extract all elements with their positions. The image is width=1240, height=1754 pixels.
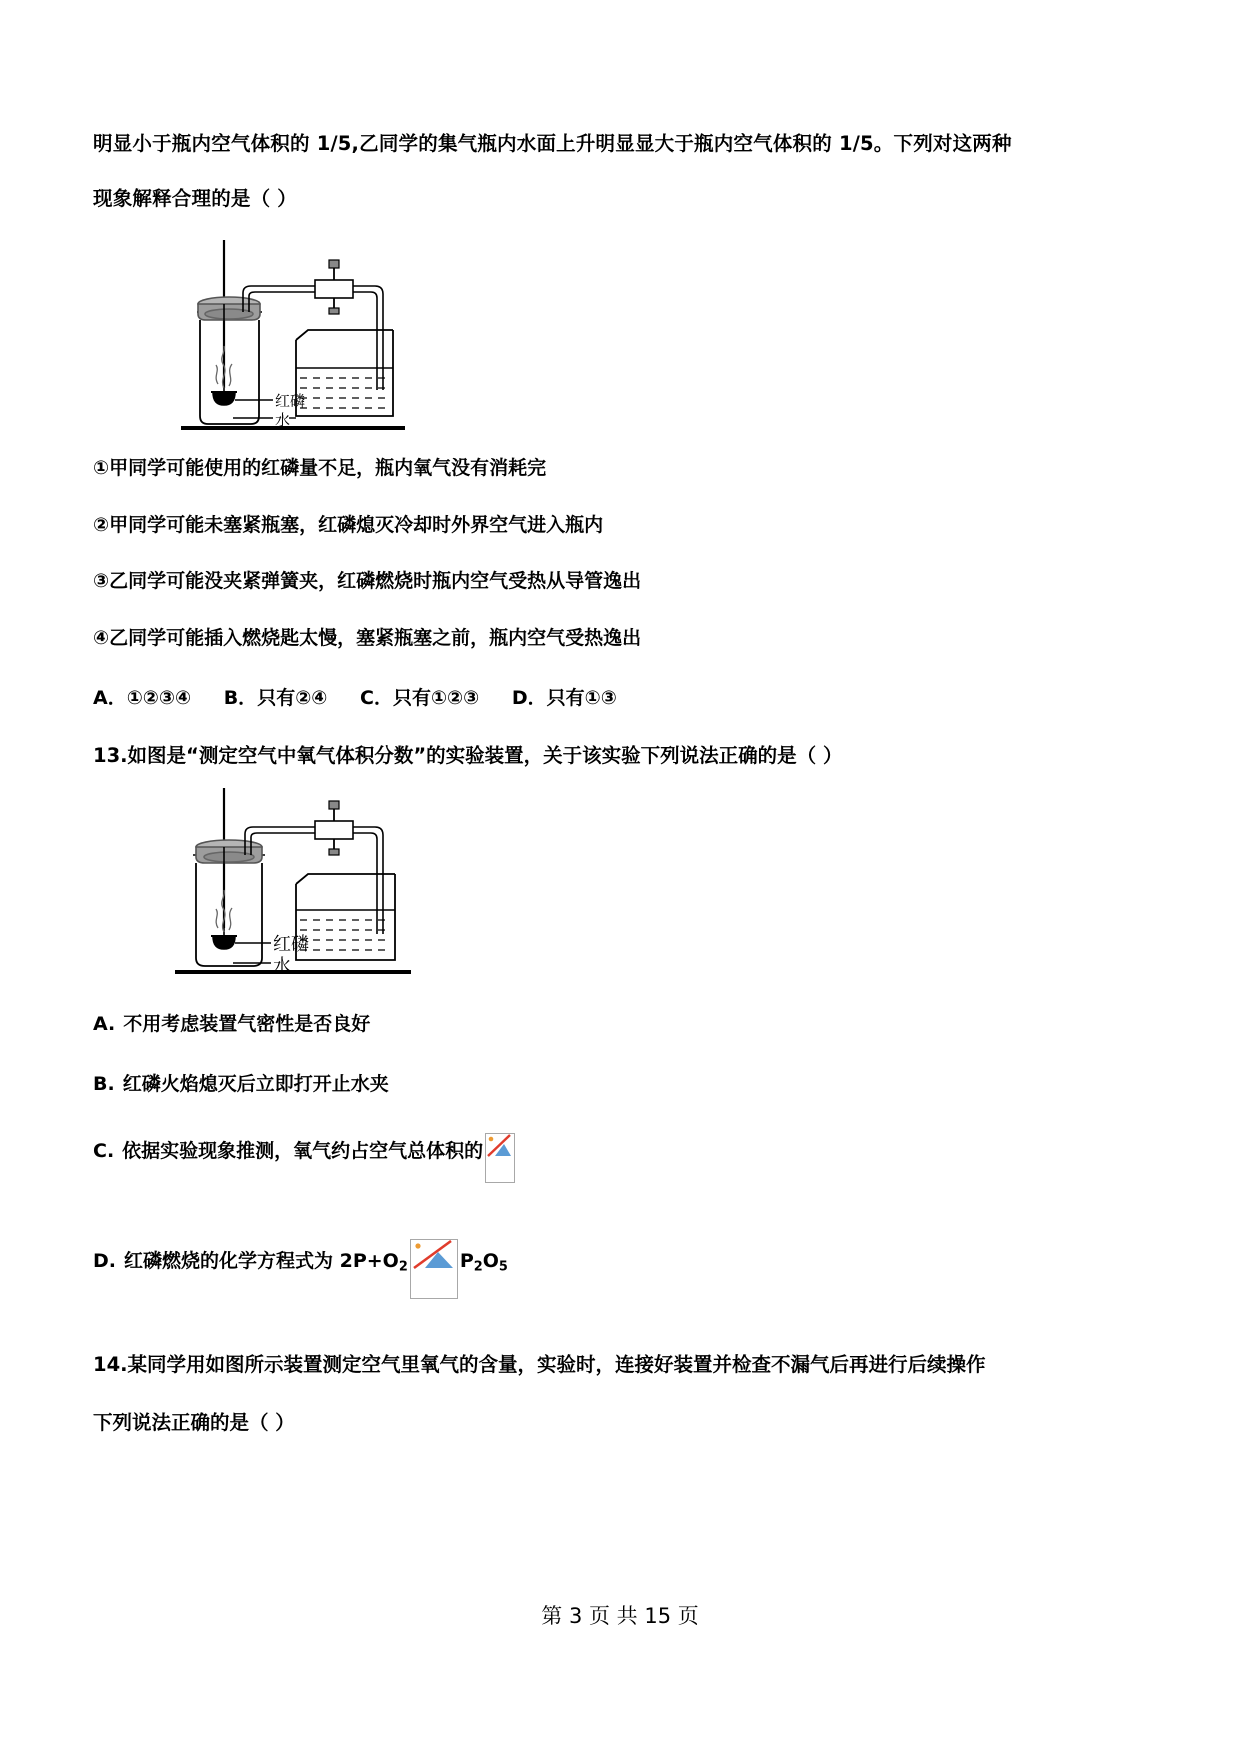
q13-option-d-label: D. xyxy=(93,1250,116,1273)
q13-option-b[interactable] xyxy=(93,1072,1153,1097)
question-14-line-1 xyxy=(93,1349,1153,1377)
q13-option-c-label: C. xyxy=(93,1140,115,1163)
q13-option-d[interactable] xyxy=(93,1239,1153,1299)
q13-option-c[interactable] xyxy=(93,1133,1153,1183)
q13-option-d-text: 红磷燃烧的化学方程式为 2P+O xyxy=(124,1250,399,1273)
question-13-title xyxy=(93,740,1153,768)
q13-option-a[interactable] xyxy=(93,1012,1153,1037)
q12-option-c[interactable] xyxy=(360,683,479,710)
broken-image-icon xyxy=(485,1133,515,1183)
page-footer: 第 3 页 共 15 页 xyxy=(541,1604,699,1628)
question-14-number: 14. xyxy=(93,1353,128,1377)
q12-option-b[interactable] xyxy=(224,683,328,710)
figure2-label-water: 水 xyxy=(273,955,291,977)
q13-option-a-label: A. xyxy=(93,1012,116,1035)
question-13-number: 13. xyxy=(93,743,128,767)
q13-option-b-label: B. xyxy=(93,1073,115,1096)
statement-4: ④乙同学可能插入燃烧匙太慢，塞紧瓶塞之前，瓶内空气受热逸出 xyxy=(93,626,642,649)
figure1-label-water: 水 xyxy=(275,410,291,429)
figure2-label-phosphorus: 红磷 xyxy=(273,933,309,955)
continuation-line-2: 现象解释合理的是（ ） xyxy=(93,186,297,210)
q13-option-d-sub2: 2 xyxy=(473,1259,483,1275)
q12-option-a-label: A． xyxy=(93,686,127,709)
statement-2: ②甲同学可能未塞紧瓶塞，红磷熄灭冷却时外界空气进入瓶内 xyxy=(93,513,604,536)
apparatus-figure-1 xyxy=(93,238,1153,438)
figure1-label-phosphorus: 红磷 xyxy=(275,391,306,410)
q12-option-b-label: B． xyxy=(223,686,258,709)
page-content xyxy=(93,132,1153,1455)
apparatus-diagram-svg-2 xyxy=(93,788,443,978)
q12-options xyxy=(93,683,1153,710)
apparatus-diagram-svg-1 xyxy=(93,238,443,438)
q12-option-d[interactable] xyxy=(512,683,617,710)
continuation-line-1: 明显小于瓶内空气体积的 1/5,乙同学的集气瓶内水面上升明显显大于瓶内空气体积的 1/5。下列对这两种 xyxy=(93,132,1012,155)
q12-option-a-text: ①②③④ xyxy=(126,686,192,709)
statement-3: ③乙同学可能没夹紧弹簧夹，红磷燃烧时瓶内空气受热从导管逸出 xyxy=(93,570,642,593)
q13-option-c-text: 依据实验现象推测，氧气约占空气总体积的 xyxy=(122,1140,484,1163)
q13-option-d-sub1: 2 xyxy=(398,1259,408,1275)
q12-option-d-text: 只有①③ xyxy=(546,686,617,709)
q12-option-a[interactable] xyxy=(93,683,191,710)
q13-option-b-text: 红磷火焰熄灭后立即打开止水夹 xyxy=(122,1073,389,1096)
statement-1: ①甲同学可能使用的红磷量不足，瓶内氧气没有消耗完 xyxy=(93,456,547,479)
q12-option-d-label: D． xyxy=(511,686,547,709)
q13-option-a-text: 不用考虑装置气密性是否良好 xyxy=(123,1012,371,1035)
question-14-text-1: 某同学用如图所示装置测定空气里氧气的含量，实验时，连接好装置并检查不漏气后再进行后续操作 xyxy=(127,1353,986,1377)
question-14-line-2: 下列说法正确的是（ ） xyxy=(93,1411,295,1435)
q13-option-d-sub3: 5 xyxy=(498,1259,508,1275)
q13-option-d-tail2: O xyxy=(482,1250,499,1273)
q12-option-b-text: 只有②④ xyxy=(257,686,328,709)
q12-option-c-label: C． xyxy=(360,686,393,709)
question-13-text: 如图是“测定空气中氧气体积分数”的实验装置，关于该实验下列说法正确的是（ ） xyxy=(127,743,843,767)
broken-image-icon-2 xyxy=(410,1239,458,1299)
apparatus-figure-2 xyxy=(93,788,1153,978)
q12-option-c-text: 只有①②③ xyxy=(392,686,480,709)
q13-option-d-tail: P xyxy=(459,1250,474,1273)
